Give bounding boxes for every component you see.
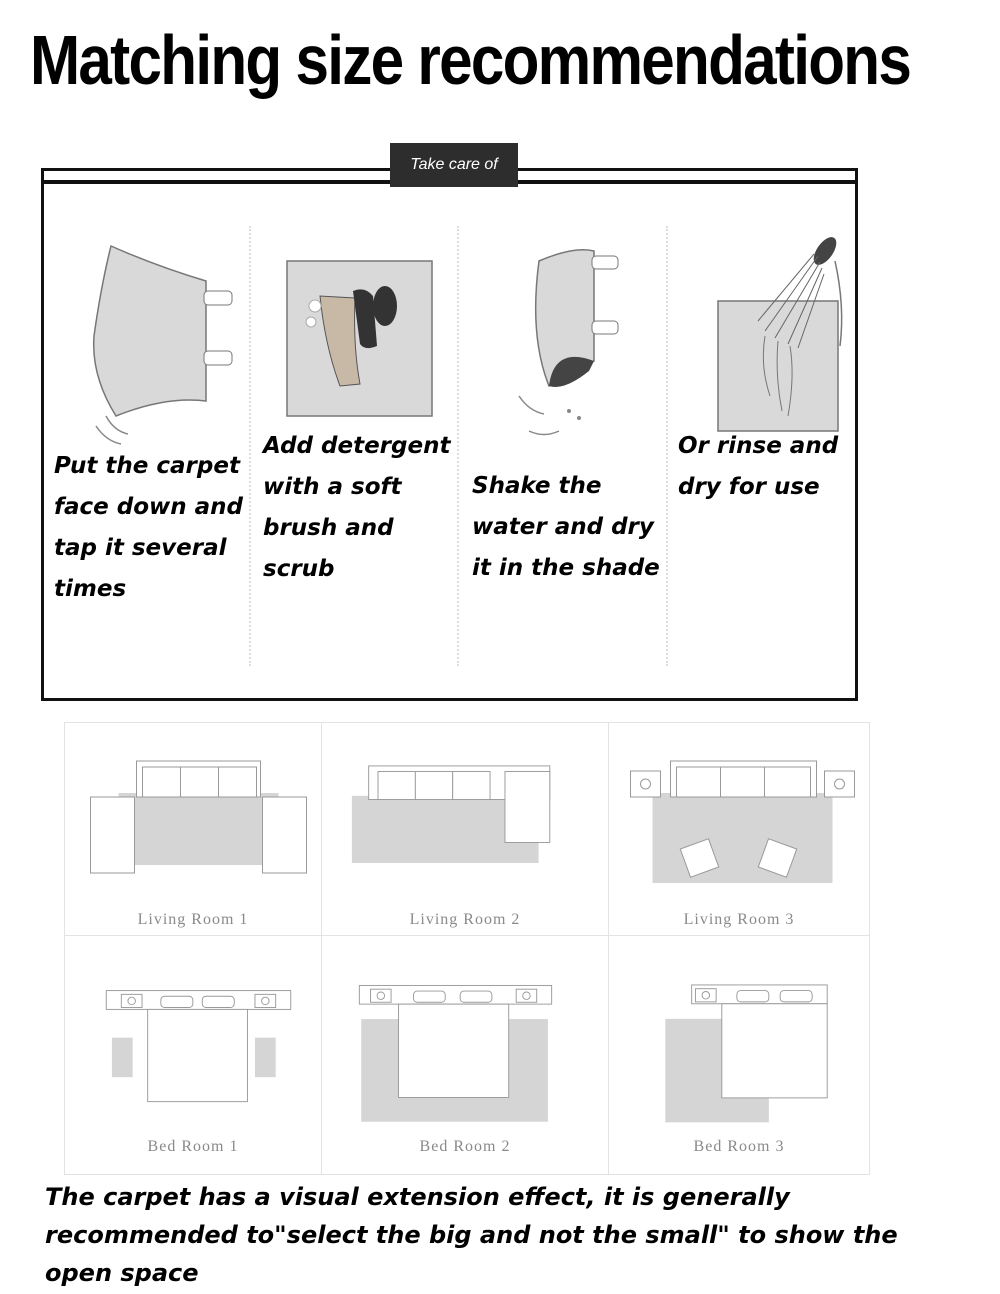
step-2-text: Add detergent with a soft brush and scrub bbox=[263, 433, 451, 582]
room-label: Living Room 2 bbox=[409, 911, 521, 928]
care-instructions-panel bbox=[41, 156, 858, 701]
page-title: Matching size recommendations bbox=[30, 21, 911, 99]
bedroom-layout-icon bbox=[322, 936, 589, 1160]
step-divider bbox=[249, 226, 251, 666]
room-layout-living-2 bbox=[322, 723, 608, 947]
bedroom-layout-icon bbox=[609, 936, 876, 1160]
step-4-text: Or rinse and dry for use bbox=[678, 433, 839, 500]
room-layout-living-1 bbox=[65, 723, 321, 947]
room-label: Bed Room 2 bbox=[419, 1138, 511, 1155]
brush-scrub-icon bbox=[265, 226, 455, 456]
room-label: Bed Room 3 bbox=[693, 1138, 785, 1155]
room-label: Living Room 3 bbox=[683, 911, 795, 928]
footer-note: The carpet has a visual extension effect, it is generally recommended to"select the big and not the small" to show the open space bbox=[45, 1183, 898, 1287]
care-step-1 bbox=[48, 226, 253, 666]
care-tag: Take care of bbox=[390, 143, 518, 187]
step-3-text: Shake the water and dry it in the shade bbox=[472, 473, 660, 581]
step-divider bbox=[457, 226, 459, 666]
bedroom-layout-icon bbox=[65, 936, 332, 1160]
room-layout-grid bbox=[64, 722, 870, 1175]
room-layout-living-3 bbox=[609, 723, 869, 947]
carpet-tap-icon bbox=[56, 226, 246, 456]
room-layout-bed-3 bbox=[609, 936, 869, 1174]
room-label: Bed Room 1 bbox=[147, 1138, 239, 1155]
care-step-2 bbox=[257, 226, 462, 666]
step-1-text: Put the carpet face down and tap it several times bbox=[54, 453, 244, 602]
care-step-4 bbox=[672, 226, 877, 666]
shower-rinse-icon bbox=[680, 226, 870, 456]
step-divider bbox=[666, 226, 668, 666]
room-layout-bed-2 bbox=[322, 936, 608, 1174]
care-step-3 bbox=[466, 226, 671, 666]
shake-dry-icon bbox=[474, 226, 664, 456]
room-layout-bed-1 bbox=[65, 936, 321, 1174]
room-label: Living Room 1 bbox=[137, 911, 249, 928]
